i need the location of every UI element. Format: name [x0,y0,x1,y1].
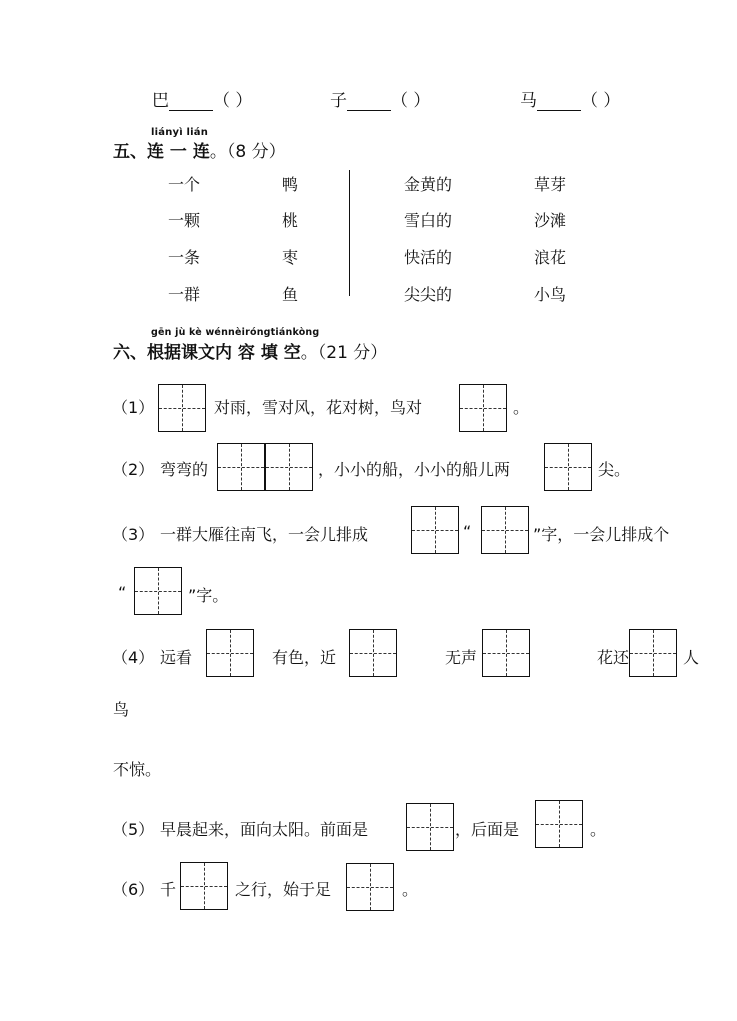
adjective[interactable]: 尖尖的 [404,285,453,304]
tianzige-box[interactable] [134,567,182,615]
tianzige-box[interactable] [406,803,454,851]
top-row-item-2 [330,86,430,111]
q6-number: （6） [112,880,155,899]
tianzige-box[interactable] [459,384,507,432]
noun[interactable]: 小鸟 [534,285,567,304]
q2-text-c: 尖。 [598,460,631,479]
q4-text-g: 不惊。 [113,760,162,779]
divider-line [349,170,350,296]
q1-number: （1） [112,398,155,417]
q5-text-b: ，后面是 [455,820,520,839]
tianzige-box[interactable] [482,629,530,677]
q6-text-a: 千 [160,880,177,899]
noun[interactable]: 草芽 [534,175,567,194]
section6-heading [113,338,387,363]
q3-text-a: 一群大雁往南飞，一会儿排成 [160,525,369,544]
q4-text-f: 鸟 [113,700,130,719]
top-row-paren: （ ） [581,91,621,111]
noun[interactable]: 浪花 [534,248,567,267]
answer-blank[interactable] [347,94,391,111]
tianzige-box[interactable] [544,443,592,491]
q4-number: （4） [112,648,155,667]
section5-number: 五、 [113,142,147,162]
tianzige-box[interactable] [411,506,459,554]
top-row-char: 马 [520,91,537,111]
section6-score: 。（21 分） [300,343,388,363]
tianzige-box[interactable] [206,629,254,677]
section5-title: 连 一 连 [147,142,210,162]
tianzige-box[interactable] [481,506,529,554]
tianzige-box[interactable] [217,443,265,491]
section6-title: 根据课文内 容 填 空 [147,343,301,363]
top-row-char: 子 [330,91,347,111]
top-row-item-1 [152,86,252,111]
section5-score: 。（8 分） [209,142,286,162]
q2-number: （2） [112,460,155,479]
adjective[interactable]: 雪白的 [404,211,453,230]
quantifier[interactable]: 一群 [168,285,201,304]
tianzige-box[interactable] [629,629,677,677]
q5-text-a: 早晨起来，面向太阳。前面是 [160,820,369,839]
q3-line2-open: “ [118,583,127,602]
top-row-paren: （ ） [213,91,253,111]
q2-text-b: ，小小的船，小小的船儿两 [318,460,511,479]
q1-text: 对雨，雪对风，花对树，鸟对 [214,398,423,417]
top-row-char: 巴 [152,91,169,111]
q3-text-b: ”字，一会儿排成个 [533,525,670,544]
adjective[interactable]: 金黄的 [404,175,453,194]
q4-text-d: 花还 [597,648,630,667]
q6-text-c: 。 [402,880,419,899]
q2-text-a: 弯弯的 [160,460,209,479]
tianzige-box[interactable] [535,800,583,848]
noun[interactable]: 枣 [282,248,299,267]
top-row-paren: （ ） [391,91,431,111]
tianzige-box[interactable] [180,862,228,910]
quantifier[interactable]: 一颗 [168,211,201,230]
q4-text-b: 有色，近 [272,648,337,667]
top-row-item-3 [520,86,620,111]
tianzige-box[interactable] [349,629,397,677]
quantifier[interactable]: 一条 [168,248,201,267]
q1-end: 。 [513,398,530,417]
tianzige-box[interactable] [158,384,206,432]
tianzige-box[interactable] [265,443,313,491]
q3-number: （3） [112,525,155,544]
noun[interactable]: 桃 [282,211,299,230]
tianzige-box[interactable] [346,863,394,911]
adjective[interactable]: 快活的 [404,248,453,267]
section6-pinyin: gēn jù kè wénnèiróngtiánkòng [151,327,320,338]
noun[interactable]: 鸭 [282,175,299,194]
q5-text-c: 。 [590,820,607,839]
section5-heading [113,137,286,162]
answer-blank[interactable] [537,94,581,111]
q6-text-b: 之行，始于足 [235,880,332,899]
q4-text-c: 无声 [445,648,478,667]
q3-line2-close: ”字。 [188,586,229,605]
q3-quote-open: “ [463,522,472,541]
answer-blank[interactable] [169,94,213,111]
q5-number: （5） [112,820,155,839]
section6-number: 六、 [113,343,147,363]
q4-text-a: 远看 [160,648,193,667]
q4-text-e: 人 [683,648,700,667]
quantifier[interactable]: 一个 [168,175,201,194]
noun[interactable]: 鱼 [282,285,299,304]
noun[interactable]: 沙滩 [534,211,567,230]
section5-pinyin: liányì lián [151,127,209,138]
